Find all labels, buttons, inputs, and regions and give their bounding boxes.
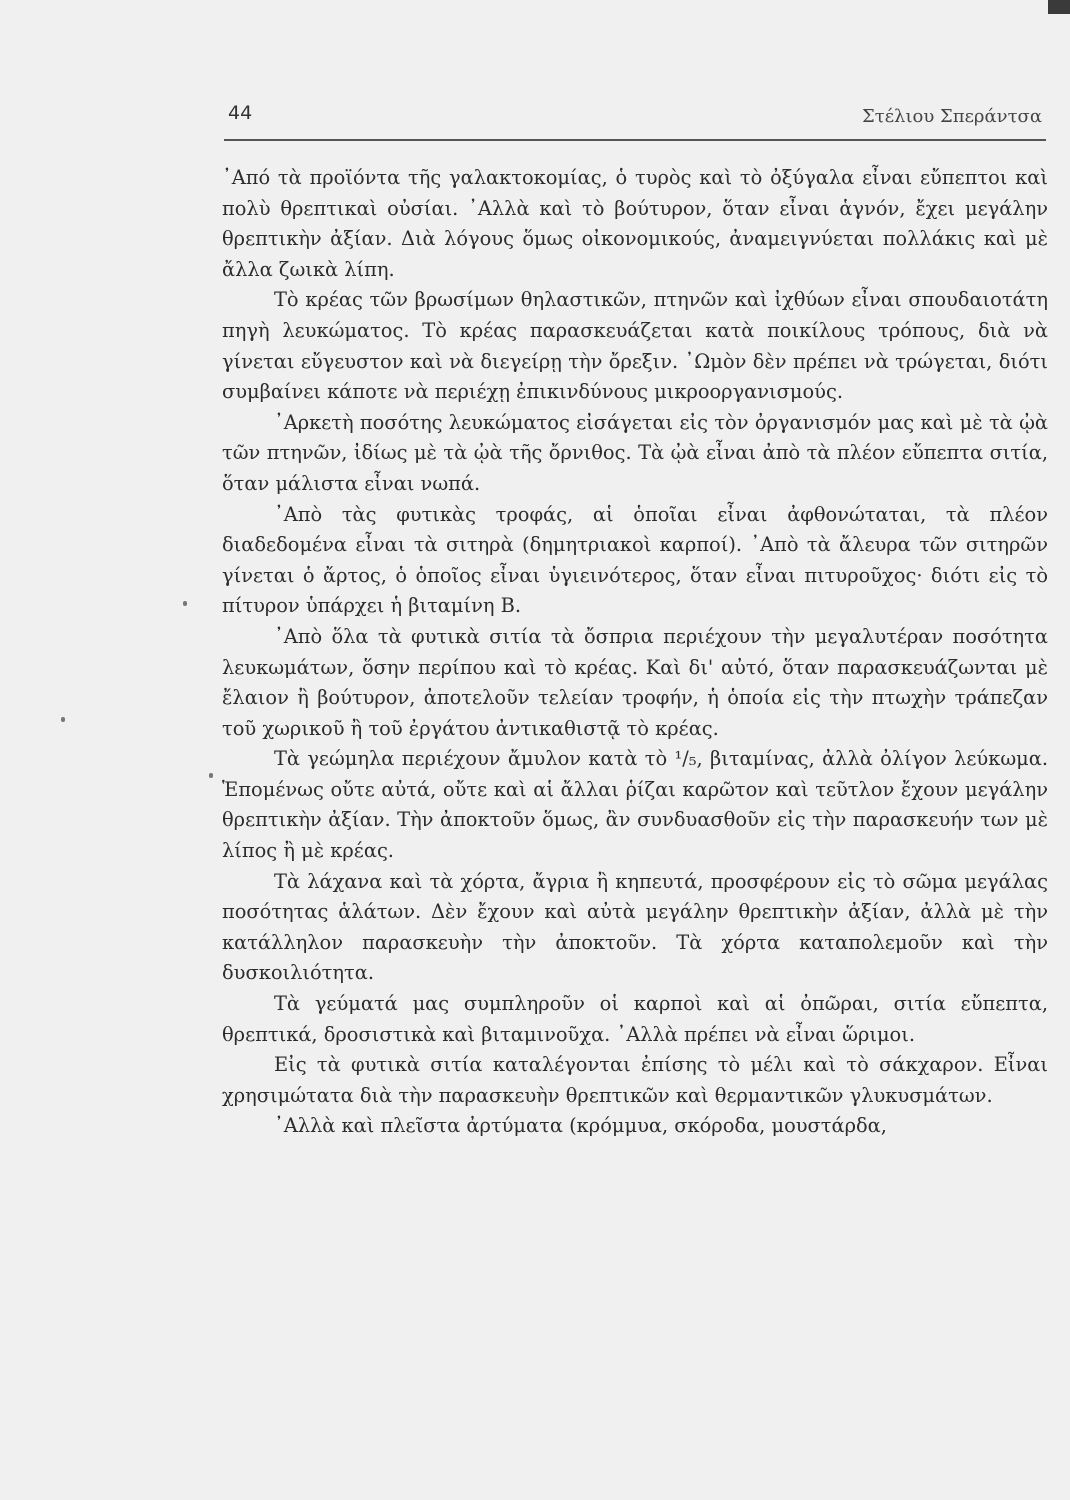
paragraph: Τὰ γεώμηλα περιέχουν ἄμυλον κατὰ τὸ ¹/₅, βιταμίνας, ἀλλὰ ὀλίγον λεύκωμα. Ἑπομένως οὔτε αὐτά, οὔτε καὶ αἱ ἄλλαι ῥίζαι καρῶτον καὶ τεῦτλον ἔχουν μεγάλην θρεπτικὴν ἀξίαν. Τὴν ἀποκτοῦν ὅμως, ἂν συνδυασθοῦν εἰς τὴν παρασκευήν των μὲ λίπος ἢ μὲ κρέας.	[222, 747, 1048, 863]
paragraph: ᾿Από τὰ προϊόντα τῆς γαλακτοκομίας, ὁ τυρὸς καὶ τὸ ὀξύγαλα εἶναι εὔπεπτοι καὶ πολὺ θρεπτικαὶ οὐσίαι. ᾿Αλλὰ καὶ τὸ βούτυρον, ὅταν εἶναι ἁγνόν, ἔχει μεγάλην θρεπτικὴν ἀξίαν. Διὰ λόγους ὅμως οἰκονομικούς, ἀναμειγνύεται πολλάκις καὶ μὲ ἄλλα ζωικὰ λίπη.	[222, 166, 1048, 281]
body-text	[222, 163, 1048, 1142]
paragraph: Τὰ γεύματά μας συμπληροῦν οἱ καρποὶ καὶ αἱ ὀπῶραι, σιτία εὔπεπτα, θρεπτικά, δροσιστικὰ καὶ βιταμινοῦχα. ᾿Αλλὰ πρέπει νὰ εἶναι ὥριμοι.	[222, 992, 1048, 1046]
header-rule	[224, 139, 1046, 141]
running-head: Στέλιου Σπεράντσα	[862, 106, 1042, 127]
margin-speck	[61, 717, 65, 722]
paragraph: ᾿Αλλὰ καὶ πλεῖστα ἀρτύματα (κρόμμυα, σκόροδα, μουστάρδα,	[274, 1114, 887, 1138]
paragraph: ᾿Απὸ τὰς φυτικὰς τροφάς, αἱ ὁποῖαι εἶναι ἀφθονώταται, τὰ πλέον διαδεδομένα εἶναι τὰ σιτηρὰ (δημητριακοὶ καρποί). ᾿Απὸ τὰ ἄλευρα τῶν σιτηρῶν γίνεται ὁ ἄρτος, ὁ ὁποῖος εἶναι ὑγιεινότερος, ὅταν εἶναι πιτυροῦχος· διότι εἰς τὸ πίτυρον ὑπάρχει ἡ βιταμίνη Β.	[222, 502, 1048, 618]
paragraph: Εἰς τὰ φυτικὰ σιτία καταλέγονται ἐπίσης τὸ μέλι καὶ τὸ σάκχαρον. Εἶναι χρησιμώτατα διὰ τὴν παρασκευὴν θρεπτικῶν καὶ θερμαντικῶν γλυκυσμάτων.	[222, 1053, 1048, 1107]
margin-speck	[183, 601, 187, 606]
scan-corner-mark	[1048, 0, 1070, 14]
page-number: 44	[228, 102, 253, 124]
paragraph: ᾿Απὸ ὅλα τὰ φυτικὰ σιτία τὰ ὄσπρια περιέχουν τὴν μεγαλυτέραν ποσότητα λευκωμάτων, ὅσην περίπου καὶ τὸ κρέας. Καὶ δι' αὐτό, ὅταν παρασκευάζωνται μὲ ἔλαιον ἢ βούτυρον, ἀποτελοῦν τελείαν τροφήν, ἡ ὁποία εἰς τὴν πτωχὴν τράπεζαν τοῦ χωρικοῦ ἢ τοῦ ἐργάτου ἀντικαθιστᾷ τὸ κρέας.	[222, 624, 1048, 740]
margin-speck	[209, 773, 213, 778]
page-header	[224, 102, 1046, 142]
paragraph: Τὰ λάχανα καὶ τὰ χόρτα, ἄγρια ἢ κηπευτά, προσφέρουν εἰς τὸ σῶμα μεγάλας ποσότητας ἁλάτων. Δὲν ἔχουν καὶ αὐτὰ μεγάλην θρεπτικὴν ἀξίαν, ἀλλὰ μὲ τὴν κατάλληλον παρασκευὴν τὴν ἀποκτοῦν. Τὰ χόρτα καταπολεμοῦν καὶ τὴν δυσκοιλιότητα.	[222, 869, 1048, 985]
paragraph: ᾿Αρκετὴ ποσότης λευκώματος εἰσάγεται εἰς τὸν ὀργανισμόν μας καὶ μὲ τὰ ᾠὰ τῶν πτηνῶν, ἰδίως μὲ τὰ ᾠὰ τῆς ὄρνιθος. Τὰ ᾠὰ εἶναι ἀπὸ τὰ πλέον εὔπεπτα σιτία, ὅταν μάλιστα εἶναι νωπά.	[222, 410, 1048, 495]
paragraph: Τὸ κρέας τῶν βρωσίμων θηλαστικῶν, πτηνῶν καὶ ἰχθύων εἶναι σπουδαιοτάτη πηγὴ λευκώματος. Τὸ κρέας παρασκευάζεται κατὰ ποικίλους τρόπους, διὰ νὰ γίνεται εὔγευστον καὶ νὰ διεγείρῃ τὴν ὄρεξιν. ᾿Ωμὸν δὲν πρέπει νὰ τρώγεται, διότι συμβαίνει κάποτε νὰ περιέχῃ ἐπικινδύνους μικροοργανισμούς.	[222, 288, 1048, 404]
